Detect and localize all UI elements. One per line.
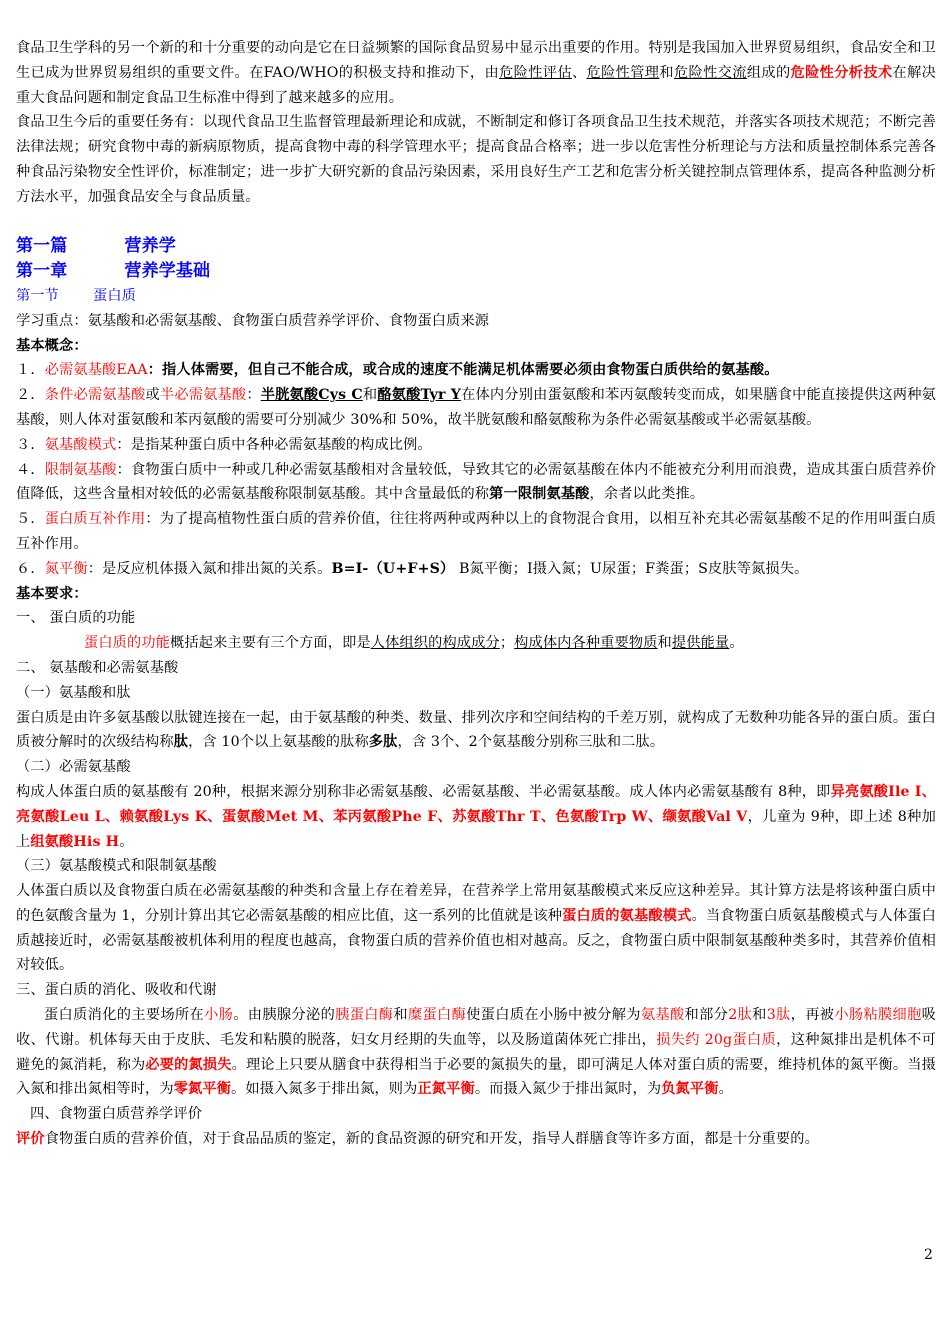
- underline-risk-assessment: 危险性评估: [499, 64, 572, 81]
- req-3-paragraph: 蛋白质消化的主要场所在小肠。由胰腺分泌的胰蛋白酶和糜蛋白酶使蛋白质在小肠中被分解为氨基酸和部分2肽和3肽，再被小肠粘膜细胞吸收、代谢。机体每天由于皮肤、毛发和粘膜的脱落，妇女月经期的失血等，以及肠道菌体死亡排出，损失约 20g蛋白质，这种氮排出是机体不可避免的氮消耗，称为必要的氮损失。理论上只要从膳食中获得相当于必要的氮损失的量，即可满足人体对蛋白质的需要，维持机体的氮平衡。当摄入氮和排出氮相等时，为零氮平衡。如摄入氮多于排出氮，则为正氮平衡。而摄入氮少于排出氮时，为负氮平衡。: [16, 1007, 937, 1098]
- concept-1: １．必需氨基酸EAA：指人体需要，但自己不能合成，或合成的速度不能满足机体需要必须由食物蛋白质供给的氨基酸。: [16, 362, 779, 379]
- concept-term: 氨基酸模式: [44, 436, 117, 453]
- req-4-paragraph: 评价食物蛋白质的营养价值，对于食品品质的鉴定，新的食品资源的研究和开发，指导人群膳食等许多方面，都是十分重要的。: [16, 1131, 819, 1148]
- chapter-heading: 第一章 营养学基础: [16, 261, 211, 282]
- paragraph-intro: 食品卫生学科的另一个新的和十分重要的动向是它在日益频繁的国际食品贸易中显示出重要的作用。特别是我国加入世界贸易组织，食品安全和卫生已成为世界贸易组织的重要文件。在FAO/WHO的积极支持和推动下，由危险性评估、危险性管理和危险性交流组成的危险性分析技术在解决重大食品问题和制定食品卫生标准中得到了越来越多的应用。: [16, 40, 937, 106]
- concepts-heading: 基本概念：: [16, 337, 88, 354]
- concept-2: ２．条件必需氨基酸或半必需氨基酸：半胱氨酸Cys C和酪氨酸Tyr Y在体内分别由蛋氨酸和苯丙氨酸转变而成，如果膳食中能直接提供这两种氨基酸，则人体对蛋氨酸和苯丙氨酸的需要可分别减少 30%和 50%，故半胱氨酸和酪氨酸称为条件必需氨基酸或半必需氨基酸。: [16, 387, 937, 428]
- requirements-heading: 基本要求：: [16, 585, 88, 602]
- part-heading: 第一篇 营养学: [16, 236, 176, 257]
- section-heading: 第一节 蛋白质: [16, 287, 137, 304]
- concept-term: 蛋白质互补作用: [44, 511, 146, 528]
- concept-6: ６．氮平衡：是反应机体摄入氮和排出氮的关系。B=I-（U+F+S） B氮平衡；I摄入氮；U尿蛋；F粪蛋；S皮肤等氮损失。: [16, 560, 809, 577]
- req-2-1-title: （一）氨基酸和肽: [16, 684, 131, 701]
- concept-3: ３．氨基酸模式：是指某种蛋白质中各种必需氨基酸的构成比例。: [16, 436, 432, 453]
- underline-risk-communication: 危险性交流: [673, 64, 747, 81]
- concept-term: 半必需氨基酸: [159, 387, 247, 404]
- paragraph-tasks: 食品卫生今后的重要任务有：以现代食品卫生监督管理最新理论和成就，不断制定和修订各项食品卫生技术规范，并落实各项技术规范；不断完善法律法规；研究食物中毒的新病原物质，提高食物中毒的科学管理水平；提高食品合格率；进一步以危害性分析理论与方法和质量控制体系完善各种食品污染物安全性评价，标准制定；进一步扩大研究新的食品污染因素，采用良好生产工艺和危害分析关键控制点管理体系，提高各种监测分析方法水平，加强食品安全与食品质量。: [16, 114, 936, 205]
- req-2-3-title: （三）氨基酸模式和限制氨基酸: [16, 858, 217, 875]
- concept-term: 氮平衡: [44, 560, 88, 577]
- req-1-paragraph: 蛋白质的功能概括起来主要有三个方面，即是人体组织的构成成分；构成体内各种重要物质和提供能量。: [84, 635, 744, 652]
- req-2-3-paragraph: 人体蛋白质以及食物蛋白质在必需氨基酸的种类和含量上存在着差异，在营养学上常用氨基酸模式来反应这种差异。其计算方法是将该种蛋白质中的色氨酸含量为 1，分别计算出其它必需氨基酸的相应比值，这一系列的比值就是该种蛋白质的氨基酸模式。当食物蛋白质氨基酸模式与人体蛋白质越接近时，必需氨基酸被机体利用的程度也越高，食物蛋白质的营养价值也相对越高。反之，食物蛋白质中限制氨基酸种类多时，其营养价值相对较低。: [16, 883, 937, 974]
- concept-term: 限制氨基酸: [44, 461, 117, 478]
- req-2-title: 二、 氨基酸和必需氨基酸: [16, 659, 179, 676]
- req-4-title: 四、食物蛋白质营养学评价: [30, 1106, 203, 1123]
- req-2-2-paragraph: 构成人体蛋白质的氨基酸有 20种，根据来源分别称非必需氨基酸、必需氨基酸、半必需氨基酸。成人体内必需氨基酸有 8种，即异亮氨酸Ile I、亮氨酸Leu L、赖氨酸Lys K、蛋氨酸Met M、苯丙氨酸Phe F、苏氨酸Thr T、色氨酸Trp W、缬氨酸Val V，儿童为 9种，即上述 8种加上组氨酸His H。: [16, 783, 936, 850]
- concept-term: 必需氨基酸EAA: [44, 362, 148, 379]
- req-3-title: 三、蛋白质的消化、吸收和代谢: [16, 982, 217, 999]
- req-2-1-paragraph: 蛋白质是由许多氨基酸以肽键连接在一起，由于氨基酸的种类、数量、排列次序和空间结构的千差万别，就构成了无数种功能各异的蛋白质。蛋白质被分解时的次级结构称肽，含 10个以上氨基酸的肽称多肽，含 3个、2个氨基酸分别称三肽和二肽。: [16, 709, 936, 751]
- concept-term: 条件必需氨基酸: [44, 387, 146, 404]
- concept-5: ５．蛋白质互补作用：为了提高植物性蛋白质的营养价值，往往将两种或两种以上的食物混合食用，以相互补充其必需氨基酸不足的作用叫蛋白质互补作用。: [16, 511, 936, 552]
- nitrogen-balance-formula: B=I-（U+F+S）: [331, 560, 455, 577]
- concept-4: ４．限制氨基酸：食物蛋白质中一种或几种必需氨基酸相对含量较低，导致其它的必需氨基酸在体内不能被充分利用而浪费，造成其蛋白质营养价值降低，这些含量相对较低的必需氨基酸称限制氨基酸。其中含量最低的称第一限制氨基酸，余者以此类推。: [16, 461, 936, 503]
- page-number: 2: [924, 1247, 933, 1263]
- essential-amino-acid-list: 异亮氨酸Ile I、亮氨酸Leu L、赖氨酸Lys K、蛋氨酸Met M、苯丙氨酸Phe F、苏氨酸Thr T、色氨酸Trp W、缬氨酸Val V: [16, 783, 936, 825]
- study-focus: 学习重点：氨基酸和必需氨基酸、食物蛋白质营养学评价、食物蛋白质来源: [16, 312, 490, 329]
- document-page: [16, 36, 936, 1152]
- req-2-2-title: （二）必需氨基酸: [16, 759, 131, 776]
- emphasis-risk-analysis: 危险性分析技术: [790, 64, 893, 81]
- underline-risk-management: 危险性管理: [586, 64, 660, 81]
- req-1-title: 一、 蛋白质的功能: [16, 610, 136, 627]
